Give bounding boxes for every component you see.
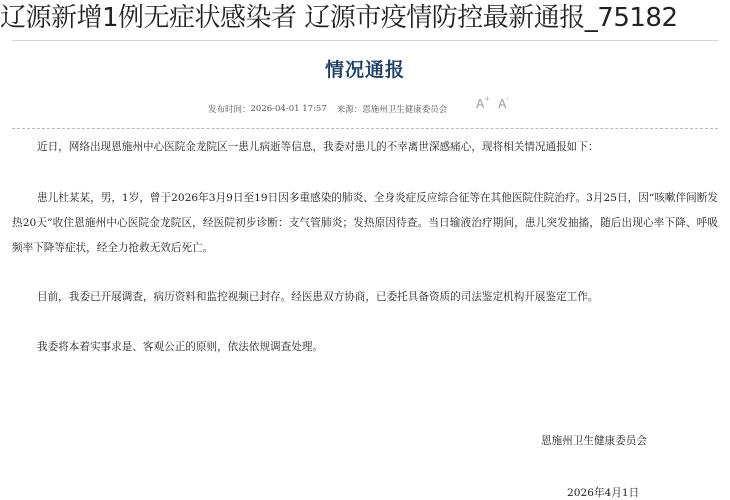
paragraph-investigation: 目前，我委已开展调查，病历资料和监控视频已封存。经医患双方协商，已委托具备资质的司法鉴定机构开展鉴定工作。 — [37, 291, 599, 303]
signature-org: 恩施州卫生健康委员会 — [541, 435, 647, 447]
font-increase-icon: A — [476, 97, 485, 111]
font-decrease-button[interactable]: A- — [498, 95, 509, 111]
paragraph-details: 患儿杜某某，男，1岁，曾于2026年3月9日至19日因多重感染的肺炎、全身炎症反应综合征等在其他医院住院治疗。3月25日，因“咳嗽伴间断发热20天”收住恩施州中心医院金龙院区，经医院初步诊断：支气管肺炎；发热原因待查。当日输液治疗期间，患儿突发抽搐，随后出现心率下降、呼吸频率下降等症状，经全力抢救无效后死亡。 — [12, 192, 718, 254]
source: 恩施州卫生健康委员会 — [362, 105, 448, 115]
notice-title: 情况通报 — [324, 59, 405, 81]
paragraph-commitment: 我委将本着实事求是、客观公正的原则，依法依规调查处理。 — [37, 341, 324, 353]
dashed-divider — [12, 128, 718, 129]
publish-time-label: 发布时间： — [208, 105, 251, 115]
paragraph-intro: 近日，网络出现恩施州中心医院金龙院区一患儿病逝等信息，我委对患儿的不幸离世深感痛心，现将相关情况通报如下： — [37, 141, 599, 153]
font-increase-button[interactable]: A+ — [476, 95, 491, 111]
notice-meta — [208, 102, 447, 116]
source-label: 来源： — [336, 105, 363, 115]
divider — [12, 40, 718, 41]
page-headline: 辽源新增1例无症状感染者 辽源市疫情防控最新通报_75182 — [0, 3, 678, 33]
signature-date: 2026年4月1日 — [567, 487, 640, 499]
font-decrease-icon: A — [498, 97, 507, 111]
font-size-controls — [476, 97, 509, 111]
publish-time: 2026-04-01 17:57 — [250, 104, 327, 114]
